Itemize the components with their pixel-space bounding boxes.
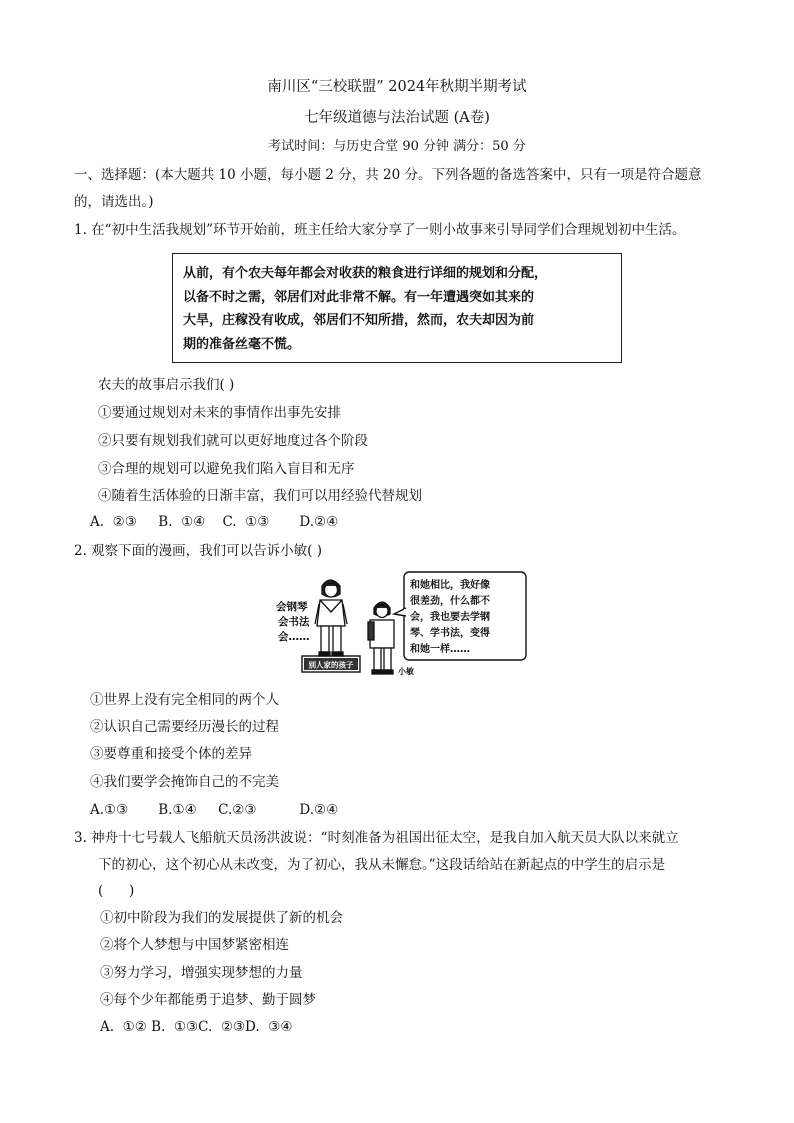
- q3-stem-line2: 下的初心，这个初心从未改变，为了初心，我从未懈怠。”这段话给站在新起点的中学生的启示是: [98, 857, 666, 873]
- q1-stem: 1. 在“初中生活我规划”环节开始前，班主任给大家分享了一则小故事来引导同学们合理规划初中生活。: [74, 222, 686, 238]
- q3-option: ②将个人梦想与中国梦紧密相连: [100, 937, 289, 953]
- q1-option: ④随着生活体验的日渐丰富，我们可以用经验代替规划: [98, 488, 422, 504]
- q1-option: ②只要有规划我们就可以更好地度过各个阶段: [98, 433, 368, 449]
- bubble-text-line: 琴、学书法，变得: [410, 628, 490, 639]
- exam-subtitle: 七年级道德与法治试题 (A卷): [304, 110, 490, 126]
- q3-stem-line1: 3. 神舟十七号载人飞船航天员汤洪波说：“时刻准备为祖国出征太空，是我自加入航天员大队以来就立: [74, 830, 679, 846]
- girl-on-pedestal-figure: [315, 580, 347, 656]
- pedestal: [302, 656, 360, 672]
- xiaomin-name-label: 小敏: [398, 667, 414, 676]
- exam-title: 南川区“三校联盟” 2024年秋期半期考试: [267, 79, 527, 95]
- bubble-text-line: 很差劲，什么都不: [410, 596, 490, 607]
- bubble-text-line: 会，我也要去学钢: [410, 612, 490, 623]
- speech-bubble: [394, 572, 526, 660]
- q2-option: ③要尊重和接受个体的差异: [90, 746, 252, 762]
- q1-answer-choices: A. ②③ B. ①④ C. ①③ D.②④: [90, 514, 339, 530]
- q3-stem-line3: ( ): [98, 883, 135, 899]
- q3-option: ③努力学习，增强实现梦想的力量: [100, 965, 303, 981]
- q2-stem: 2. 观察下面的漫画，我们可以告诉小敏( ): [74, 543, 322, 559]
- q3-answer-choices: A. ①② B. ①③C. ②③D. ③④: [100, 1019, 293, 1035]
- q1-story-line: 期的准备丝毫不慌。: [183, 336, 301, 352]
- exam-info: 考试时间：与历史合堂 90 分钟 满分：50 分: [268, 139, 526, 154]
- section-intro-line2: 的，请选出。): [74, 194, 154, 210]
- q2-option: ④我们要学会掩饰自己的不完美: [90, 774, 279, 790]
- section-intro-line1: 一、选择题：(本大题共 10 小题，每小题 2 分，共 20 分。下列各题的备选答案中，只有一项是符合题意: [74, 167, 702, 183]
- cartoon-label-calligraphy: 会书法: [278, 616, 310, 628]
- q1-prompt: 农夫的故事启示我们( ): [98, 377, 235, 393]
- q2-answer-choices: A.①③ B.①④ C.②③ D.②④: [90, 802, 339, 818]
- q1-story-line: 以备不时之需，邻居们对此非常不解。有一年遭遇突如其来的: [183, 289, 535, 305]
- q2-option: ①世界上没有完全相同的两个人: [90, 692, 279, 708]
- q1-story-line: 大旱，庄稼没有收成，邻居们不知所措，然而，农夫却因为前: [183, 313, 535, 328]
- q2-cartoon: [270, 568, 530, 678]
- xiaomin-figure: [368, 602, 394, 674]
- q1-option: ①要通过规划对未来的事情作出事先安排: [98, 405, 341, 421]
- pedestal-label: 别人家的孩子: [308, 660, 354, 670]
- bubble-text-line: 和她一样……: [410, 644, 470, 655]
- q1-story-box: [172, 253, 622, 363]
- bubble-text-line: 和她相比，我好像: [410, 580, 490, 591]
- q1-story-line: 从前，有个农夫每年都会对收获的粮食进行详细的规划和分配，: [183, 266, 548, 281]
- q3-option: ①初中阶段为我们的发展提供了新的机会: [100, 910, 343, 926]
- cartoon-label-more: 会……: [278, 631, 310, 643]
- q1-option: ③合理的规划可以避免我们陷入盲目和无序: [98, 461, 355, 477]
- q3-option: ④每个少年都能勇于追梦、勤于圆梦: [100, 992, 316, 1008]
- q2-option: ②认识自己需要经历漫长的过程: [90, 719, 279, 735]
- cartoon-label-piano: 会钢琴: [276, 601, 308, 613]
